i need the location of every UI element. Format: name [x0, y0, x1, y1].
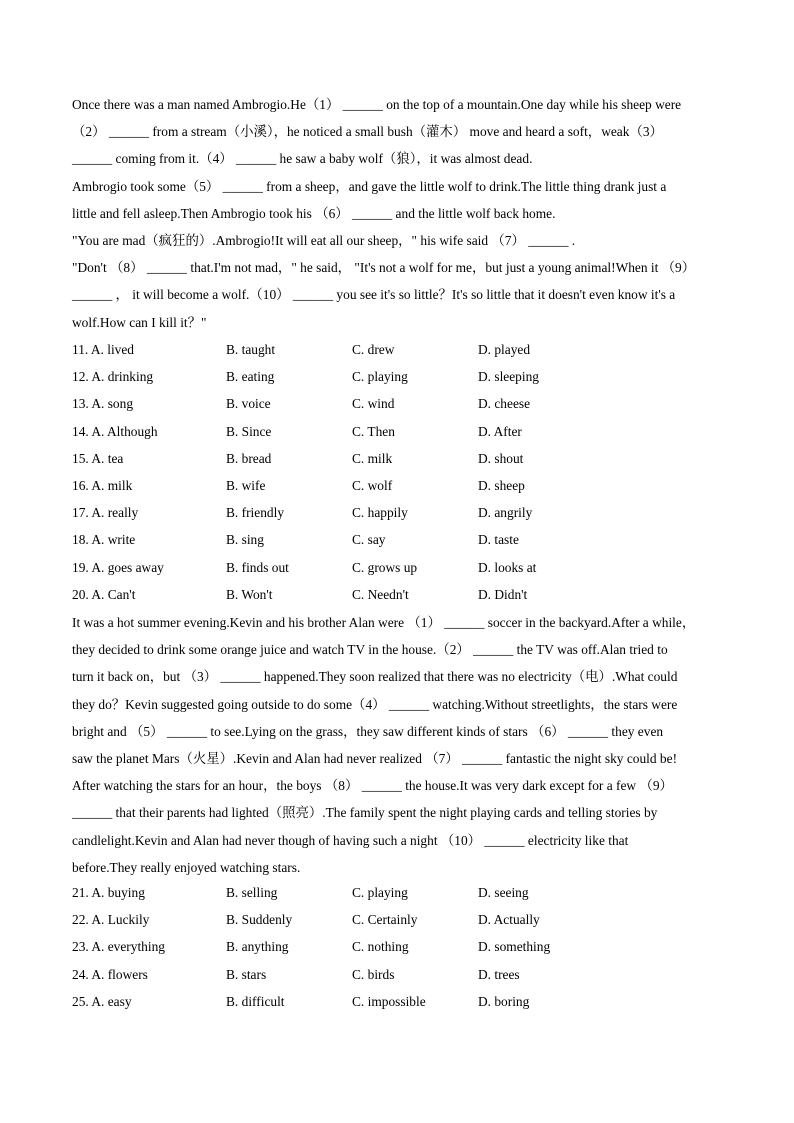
- passage-line: After watching the stars for an hour，the boys （8） ______ the house.It was very dark except for a few （9）: [72, 778, 673, 794]
- passage-line: little and fell asleep.Then Ambrogio took his （6） ______ and the little wolf back home.: [72, 205, 556, 221]
- passage-1: [72, 91, 732, 336]
- question-row: 19. A. goes away B. finds out C. grows up D. looks at: [72, 559, 537, 575]
- question-row: 11. A. lived B. taught C. drew D. played: [72, 342, 531, 357]
- passage-2: [72, 609, 732, 881]
- question-row: 15. A. tea B. bread C. milk D. shout: [72, 450, 524, 466]
- question-row: 21. A. buying B. selling C. playing D. seeing: [72, 885, 529, 900]
- question-list-2: [72, 879, 732, 1015]
- passage-line: they decided to drink some orange juice and watch TV in the house.（2） ______ the TV was off.Alan tried to: [72, 642, 668, 658]
- passage-line: "You are mad（疯狂的）.Ambrogio!It will eat all our sheep，" his wife said （7） ______ .: [72, 232, 576, 248]
- passage-line: turn it back on，but （3） ______ happened.They soon realized that there was no electricity（电）.What could: [72, 669, 678, 685]
- passage-line: they do？Kevin suggested going outside to do some（4） ______ watching.Without streetlights，the stars were: [72, 696, 678, 712]
- passage-line: It was a hot summer evening.Kevin and his brother Alan were （1） ______ soccer in the backyard.After a while，: [72, 615, 696, 630]
- passage-line: ______ that their parents had lighted（照亮）.The family spent the night playing cards and telling stories by: [72, 805, 658, 821]
- passage-line: bright and （5） ______ to see.Lying on the grass，they saw different kinds of stars （6） ______ they even: [72, 723, 664, 739]
- question-row: 18. A. write B. sing C. say D. taste: [72, 532, 519, 548]
- question-row: 24. A. flowers B. stars C. birds D. trees: [72, 966, 520, 982]
- passage-line: ______ ， it will become a wolf.（10） ______ you see it's so little？It's so little that it doesn't even know it's a: [72, 287, 676, 303]
- passage-line: saw the planet Mars（火星）.Kevin and Alan had never realized （7） ______ fantastic the night sky could be!: [72, 750, 678, 766]
- passage-line: Once there was a man named Ambrogio.He（1） ______ on the top of a mountain.One day while his sheep were: [72, 97, 682, 112]
- question-list-1: [72, 336, 732, 608]
- question-row: 20. A. Can't B. Won't C. Needn't D. Didn't: [72, 586, 528, 602]
- question-row: 17. A. really B. friendly C. happily D. angrily: [72, 505, 533, 521]
- question-row: 14. A. Although B. Since C. Then D. After: [72, 423, 522, 439]
- passage-line: before.They really enjoyed watching stars.: [72, 859, 301, 875]
- question-row: 25. A. easy B. difficult C. impossible D. boring: [72, 993, 530, 1009]
- passage-line: candlelight.Kevin and Alan had never though of having such a night （10） ______ electricity like that: [72, 832, 629, 848]
- question-row: 23. A. everything B. anything C. nothing D. something: [72, 939, 551, 955]
- question-row: 22. A. Luckily B. Suddenly C. Certainly D. Actually: [72, 912, 540, 928]
- question-row: 13. A. song B. voice C. wind D. cheese: [72, 396, 531, 412]
- passage-line: ______ coming from it.（4） ______ he saw a baby wolf（狼），it was almost dead.: [72, 151, 533, 167]
- passage-line: wolf.How can I kill it？": [72, 314, 207, 330]
- question-row: 16. A. milk B. wife C. wolf D. sheep: [72, 477, 525, 493]
- passage-line: Ambrogio took some（5） ______ from a sheep，and gave the little wolf to drink.The little thing drank just a: [72, 178, 667, 194]
- passage-line: "Don't （8） ______ that.I'm not mad，" he said， "It's not a wolf for me，but just a young animal!When it （9）: [72, 260, 696, 276]
- question-row: 12. A. drinking B. eating C. playing D. sleeping: [72, 369, 539, 385]
- passage-line: （2） ______ from a stream（小溪），he noticed a small bush（灌木） move and heard a soft，weak（3）: [72, 124, 663, 140]
